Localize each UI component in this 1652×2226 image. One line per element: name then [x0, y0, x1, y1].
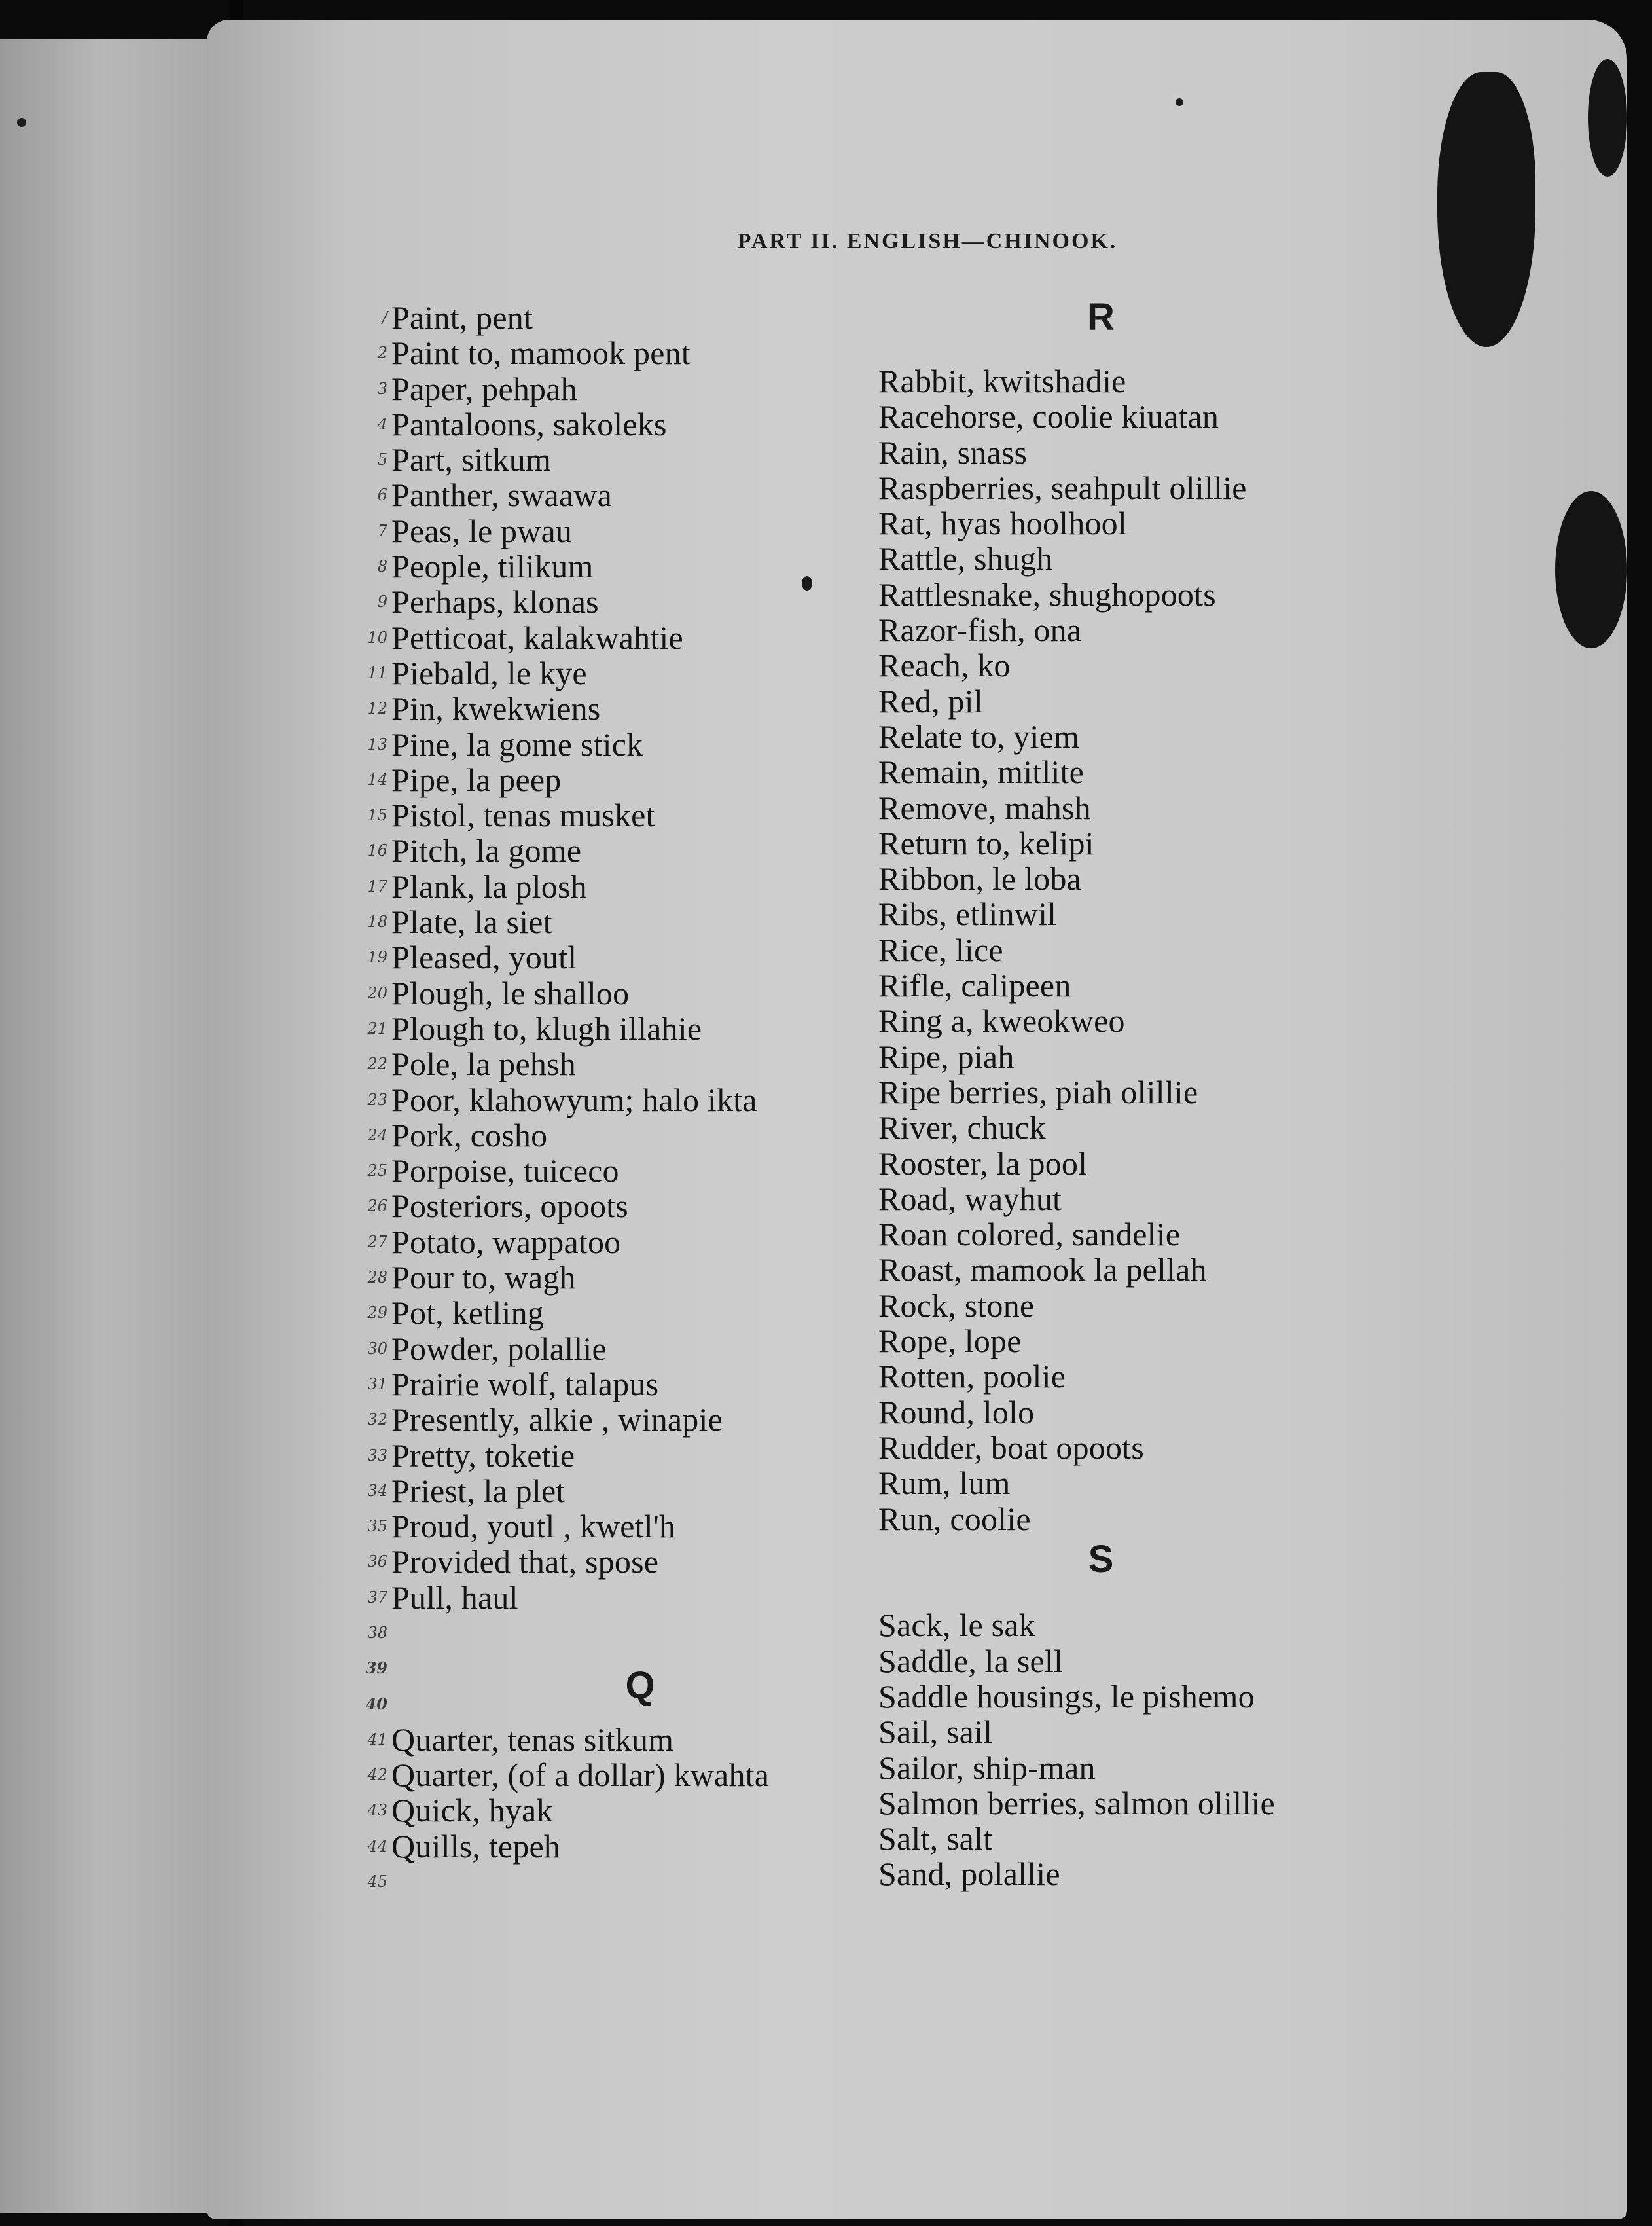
dictionary-entry [878, 505, 1448, 541]
dictionary-entry [367, 1365, 876, 1402]
entry-text: Rabbit, kwitshadie [878, 363, 1126, 399]
dictionary-entry [367, 974, 876, 1012]
entry-text: Pantaloons, sakoleks [391, 405, 667, 443]
entry-text: Posteriors, opoots [391, 1188, 628, 1225]
line-number: 18 [367, 913, 387, 932]
dictionary-entry [367, 1436, 876, 1474]
dictionary-entry [367, 1827, 876, 1865]
entry-text: Rock, stone [878, 1286, 1035, 1324]
line-number: 43 [367, 1801, 387, 1820]
line-number: 37 [367, 1588, 387, 1607]
line-number: 3 [377, 379, 387, 398]
entry-text: Pull, haul [391, 1578, 518, 1616]
dictionary-entry [878, 861, 1448, 896]
entry-text: Petticoat, kalakwahtie [391, 619, 683, 656]
dictionary-entry [367, 1330, 876, 1367]
entry-text: Road, wayhut [878, 1180, 1062, 1217]
entry-text: Rum, lum [878, 1465, 1011, 1502]
entry-text: Ripe, piah [878, 1038, 1015, 1075]
dictionary-entry [878, 1607, 1448, 1643]
line-number: 30 [367, 1339, 387, 1358]
dictionary-entry [367, 725, 876, 763]
entry-text: Pin, kwekwiens [391, 690, 601, 727]
line-number: 11 [367, 663, 387, 682]
entry-text: Pour to, wagh [391, 1259, 576, 1296]
entry-text: Saddle, la sell [878, 1642, 1064, 1679]
dictionary-entry [878, 1465, 1448, 1501]
line-number: 2 [377, 344, 387, 363]
dictionary-entry [367, 1721, 876, 1758]
dictionary-entry [878, 1288, 1448, 1323]
heading-letter: Q [625, 1664, 655, 1707]
line-number: 41 [367, 1730, 387, 1749]
dictionary-entry [878, 1039, 1448, 1074]
ink-blot-right-mid [1555, 491, 1627, 648]
dictionary-entry [878, 754, 1448, 790]
dictionary-entry [367, 1188, 876, 1225]
blank-line [367, 1864, 876, 1899]
dictionary-entry [367, 1472, 876, 1509]
dictionary-entry [878, 612, 1448, 648]
dictionary-entry [367, 1578, 876, 1616]
entry-text: Rattle, shugh [878, 540, 1053, 577]
entry-text: Raspberries, seahpult olillie [878, 469, 1247, 506]
entry-text: Razor-fish, ona [878, 611, 1082, 649]
dictionary-entry [367, 797, 876, 834]
dictionary-entry [377, 548, 876, 585]
line-number: 10 [367, 628, 387, 647]
dictionary-entry [878, 1643, 1448, 1679]
dictionary-entry [367, 1543, 876, 1580]
entry-text: Salmon berries, salmon olillie [878, 1784, 1275, 1821]
entry-text: Part, sitkum [391, 441, 552, 479]
dictionary-entry [367, 1010, 876, 1047]
dictionary-entry [367, 832, 876, 869]
entry-text: Run, coolie [878, 1500, 1031, 1537]
line-number: 34 [367, 1481, 387, 1500]
entry-text: Rat, hyas hoolhool [878, 505, 1127, 542]
dictionary-entry [878, 1181, 1448, 1216]
entry-text: Rotten, poolie [878, 1358, 1066, 1395]
entry-text: Paint to, mamook pent [391, 335, 691, 372]
dictionary-entry [878, 968, 1448, 1003]
dictionary-entry [377, 477, 876, 514]
dictionary-entry [878, 399, 1448, 434]
dictionary-entry [367, 654, 876, 691]
entry-text: Remain, mitlite [878, 754, 1085, 791]
dictionary-entry [367, 1046, 876, 1083]
dictionary-entry [367, 1294, 876, 1332]
line-number: 19 [367, 948, 387, 967]
dictionary-entry [878, 577, 1448, 612]
section-heading-r: R [1087, 296, 1115, 338]
dictionary-entry [878, 1252, 1448, 1287]
entry-text: Ribs, etlinwil [878, 896, 1057, 933]
line-number: 12 [367, 699, 387, 718]
dictionary-entry [878, 363, 1448, 399]
dictionary-entry [878, 1856, 1448, 1891]
entry-text: Quills, tepeh [391, 1827, 561, 1865]
dictionary-entry [367, 867, 876, 905]
entry-text: Prairie wolf, talapus [391, 1365, 659, 1402]
line-number: 16 [367, 841, 387, 860]
dictionary-entry [878, 896, 1448, 932]
entry-text: Plank, la plosh [391, 867, 587, 905]
entry-text: Red, pil [878, 682, 983, 720]
dictionary-entry [878, 1146, 1448, 1181]
entry-text: Presently, alkie , winapie [391, 1401, 723, 1438]
dictionary-entry [878, 1074, 1448, 1110]
entry-text: Sand, polallie [878, 1855, 1060, 1893]
line-number: 7 [377, 521, 387, 540]
entry-text: Round, lolo [878, 1393, 1035, 1431]
line-number: 40 [365, 1694, 387, 1713]
entry-text: Quarter, (of a dollar) kwahta [391, 1757, 770, 1794]
dictionary-entry [878, 435, 1448, 470]
entry-text: Salt, salt [878, 1820, 993, 1857]
line-number: 6 [377, 486, 387, 505]
entry-text: Rudder, boat opoots [878, 1429, 1144, 1466]
dictionary-entry [367, 1259, 876, 1296]
entry-text: Peas, le pwau [391, 512, 573, 549]
line-number: 14 [367, 770, 387, 789]
entry-text: Saddle housings, le pishemo [878, 1677, 1255, 1715]
section-heading-q [365, 1651, 889, 1722]
dictionary-entry [367, 1152, 876, 1190]
dictionary-entry [367, 1508, 876, 1545]
line-number: 5 [377, 450, 387, 469]
dictionary-entry [878, 1714, 1448, 1749]
dictionary-entry [878, 1430, 1448, 1465]
entry-text: Relate to, yiem [878, 718, 1080, 755]
ink-speck [1176, 98, 1183, 106]
dictionary-entry [878, 790, 1448, 826]
entry-text: Piebald, le kye [391, 654, 587, 691]
dictionary-entry [878, 1216, 1448, 1252]
dictionary-entry [878, 932, 1448, 968]
line-number: 24 [367, 1125, 387, 1144]
dictionary-entry [367, 903, 876, 941]
dictionary-entry [878, 470, 1448, 505]
entry-text: Pipe, la peep [391, 761, 562, 798]
entry-text: Remove, mahsh [878, 789, 1091, 826]
line-number: 35 [367, 1517, 387, 1536]
entry-text: Rooster, la pool [878, 1144, 1088, 1182]
line-number: 13 [367, 735, 387, 754]
entry-text: Quarter, tenas sitkum [391, 1721, 674, 1758]
entry-text: Sailor, ship-man [878, 1749, 1096, 1786]
line-number: 38 [367, 1623, 387, 1642]
entry-text: Panther, swaawa [391, 477, 612, 514]
entry-text: Sack, le sak [878, 1607, 1035, 1644]
dictionary-entry [367, 690, 876, 727]
line-number: 44 [367, 1836, 387, 1855]
line-number: / [382, 308, 387, 327]
line-number: 4 [377, 414, 387, 433]
entry-text: Pistol, tenas musket [391, 797, 655, 834]
entry-text: Pretty, toketie [391, 1436, 575, 1474]
entry-text: Powder, polallie [391, 1330, 607, 1367]
blank-line [367, 1615, 876, 1651]
entry-text: Plough to, klugh illahie [391, 1010, 702, 1047]
line-number: 15 [367, 806, 387, 825]
line-number: 27 [367, 1232, 387, 1251]
page-title: PART II. ENGLISH—CHINOOK. [737, 229, 1118, 253]
entry-text: Pot, ketling [391, 1294, 544, 1332]
entry-text: Rain, snass [878, 433, 1028, 471]
entry-text: Plate, la siet [391, 903, 552, 941]
entry-text: Provided that, spose [391, 1543, 659, 1580]
dictionary-entry [878, 1395, 1448, 1430]
line-number: 32 [367, 1410, 387, 1429]
dictionary-entry [878, 1501, 1448, 1537]
dictionary-entry [367, 1223, 876, 1260]
dictionary-entry [367, 1081, 876, 1118]
dictionary-entry [367, 1757, 876, 1794]
dictionary-entry [377, 441, 876, 479]
entry-text: Roan colored, sandelie [878, 1216, 1181, 1253]
entry-text: Ripe berries, piah olillie [878, 1073, 1198, 1110]
dictionary-entry [377, 405, 876, 443]
entry-text: Return to, kelipi [878, 824, 1094, 862]
line-number: 39 [365, 1658, 387, 1678]
entry-text: Racehorse, coolie kiuatan [878, 398, 1219, 435]
entry-text: Potato, wappatoo [391, 1223, 621, 1260]
entry-text: Roast, mamook la pellah [878, 1251, 1207, 1288]
entry-text: Poor, klahowyum; halo ikta [391, 1081, 757, 1118]
line-number: 42 [367, 1766, 387, 1785]
line-number: 29 [367, 1304, 387, 1323]
entry-text: Priest, la plet [391, 1472, 566, 1509]
ink-blot-right-edge [1588, 59, 1627, 177]
line-number: 31 [367, 1374, 387, 1393]
dictionary-entry [367, 761, 876, 798]
entry-text: Pitch, la gome [391, 832, 582, 869]
entry-text: Quick, hyak [391, 1792, 553, 1829]
entry-text: Rifle, calipeen [878, 967, 1071, 1004]
line-number: 36 [367, 1552, 387, 1571]
line-number: 26 [367, 1197, 387, 1216]
dictionary-entry [878, 541, 1448, 576]
line-number: 28 [367, 1268, 387, 1287]
entry-text: Ribbon, le loba [878, 860, 1081, 898]
entry-text: Porpoise, tuiceco [391, 1152, 619, 1190]
entry-text: Ring a, kweokweo [878, 1002, 1125, 1040]
entry-text: Reach, ko [878, 647, 1011, 684]
line-number: 21 [367, 1019, 387, 1038]
dictionary-entry [367, 939, 876, 976]
entry-text: Paint, pent [391, 299, 533, 336]
entry-text: Plough, le shalloo [391, 974, 630, 1012]
entry-text: People, tilikum [391, 548, 594, 585]
dictionary-entry [367, 1401, 876, 1438]
line-number: 9 [377, 593, 387, 611]
entry-text: Pole, la pehsh [391, 1046, 576, 1083]
ink-blot-top-right [1437, 72, 1535, 347]
entry-text: Perhaps, klonas [391, 583, 599, 621]
dictionary-entry [878, 1750, 1448, 1785]
dictionary-entry [878, 1359, 1448, 1394]
page-header [0, 229, 1652, 254]
left-column [365, 299, 876, 1899]
entry-text: Pork, cosho [391, 1116, 548, 1154]
dictionary-entry [878, 1821, 1448, 1856]
entry-text: Rice, lice [878, 931, 1003, 968]
dictionary-entry [878, 648, 1448, 683]
entry-text: Rattlesnake, shughopoots [878, 575, 1216, 613]
dictionary-entry [878, 826, 1448, 861]
dictionary-entry [878, 1785, 1448, 1821]
line-number: 33 [367, 1446, 387, 1465]
entry-text: Proud, youtl , kwetl'h [391, 1508, 676, 1545]
entry-text: Pine, la gome stick [391, 725, 643, 763]
dictionary-entry [377, 583, 876, 621]
line-number: 8 [377, 557, 387, 576]
entry-text: Sail, sail [878, 1713, 993, 1751]
dictionary-entry [878, 1003, 1448, 1038]
dictionary-entry [878, 719, 1448, 754]
entry-text: Rope, lope [878, 1323, 1022, 1360]
line-number: 23 [367, 1090, 387, 1109]
dictionary-entry [878, 1323, 1448, 1359]
line-number: 45 [367, 1872, 387, 1891]
dictionary-entry [367, 619, 876, 656]
entry-text: River, chuck [878, 1109, 1046, 1146]
entry-text: Pleased, youtl [391, 939, 577, 976]
dictionary-entry [367, 1792, 876, 1829]
line-number: 17 [367, 877, 387, 896]
line-number: 20 [367, 983, 387, 1002]
dictionary-entry [878, 1110, 1448, 1145]
line-number: 25 [367, 1161, 387, 1180]
dictionary-entry [878, 1679, 1448, 1714]
dictionary-entry [367, 1116, 876, 1154]
dictionary-entry [377, 370, 876, 407]
line-number: 22 [367, 1055, 387, 1074]
facing-page-edge [0, 39, 229, 2213]
entry-text: Paper, pehpah [391, 370, 577, 407]
section-heading-s: S [1088, 1537, 1114, 1580]
ink-speck [17, 118, 26, 127]
dictionary-entry [377, 512, 876, 549]
dictionary-entry [377, 335, 876, 372]
right-column [878, 291, 1448, 1892]
dictionary-entry [878, 684, 1448, 719]
dictionary-entry [382, 299, 876, 336]
